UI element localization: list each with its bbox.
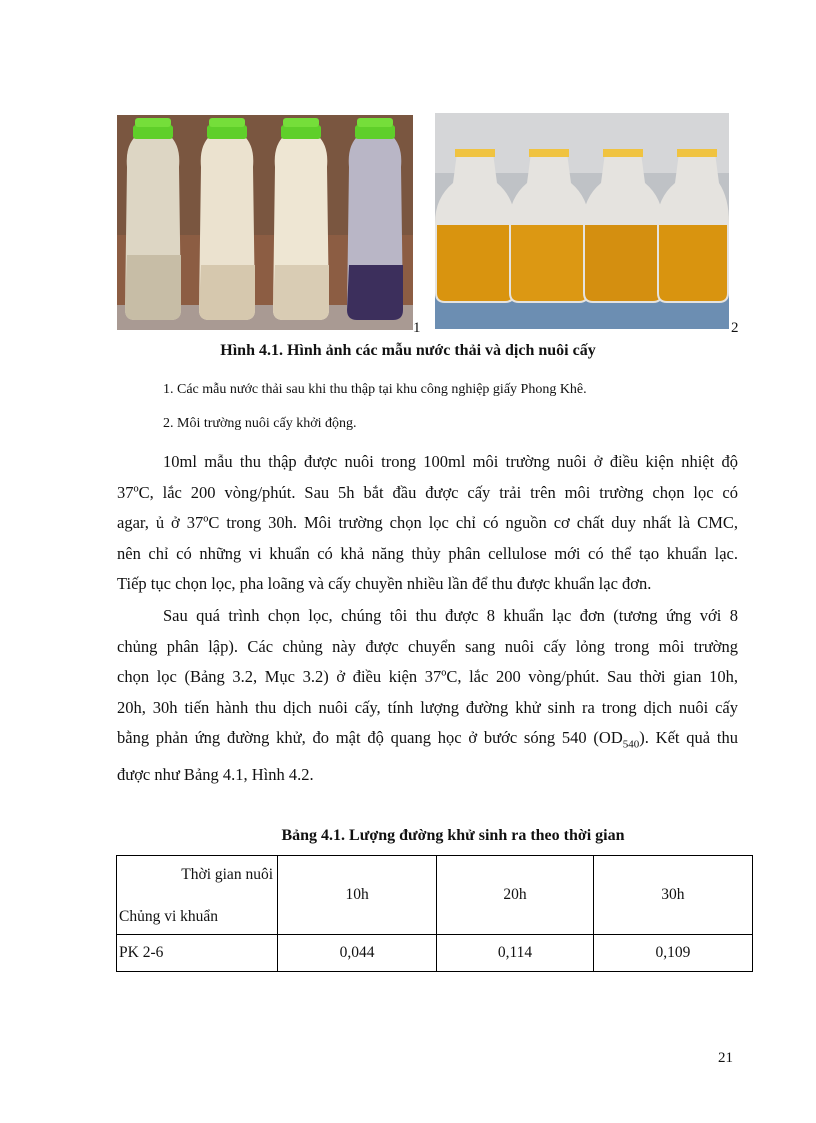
bottle-3: [273, 118, 329, 320]
culture-flasks-illustration: [435, 113, 729, 329]
table-corner-cell: [117, 856, 278, 935]
paragraph-1: [117, 447, 738, 600]
corner-label-strain: Chủng vi khuẩn: [119, 908, 219, 925]
paragraph-1-line-3: agar, ủ ở 37ºC trong 30h. Môi trường chọn lọc chỉ có nguồn cơ chất duy nhất là CMC,: [117, 513, 738, 532]
table-header-row: [117, 856, 753, 935]
value-cell-10h: 0,044: [278, 935, 437, 972]
paragraph-2-line-6: được như Bảng 4.1, Hình 4.2.: [117, 764, 314, 784]
page-number: 21: [718, 1050, 733, 1066]
value-cell-20h: 0,114: [437, 935, 594, 972]
paragraph-2-line-5-end: ). Kết quả thu: [639, 728, 738, 747]
column-header-10h: 10h: [278, 856, 437, 935]
figure-note-2: 2. Môi trường nuôi cấy khởi động.: [163, 416, 357, 431]
photo-1-number: 1: [413, 320, 421, 336]
paragraph-1-line-2: 37ºC, lắc 200 vòng/phút. Sau 5h bắt đầu được cấy trải trên môi trường chọn lọc có: [117, 482, 738, 502]
paragraph-1-line-4: nên chỉ có những vi khuẩn có khả năng thủy phân cellulose mới có thể tạo khuẩn lạc.: [117, 543, 738, 563]
wastewater-bottles-photo: [117, 115, 413, 330]
column-header-20h: 20h: [437, 856, 594, 935]
od-subscript: 540: [622, 738, 640, 751]
bottle-1: [125, 118, 181, 320]
bottle-2: [199, 118, 255, 320]
strain-cell: PK 2-6: [117, 935, 278, 972]
paragraph-2: [117, 601, 738, 790]
paragraph-2-line-2: chủng phân lập). Các chủng này được chuyển sang nuôi cấy lỏng trong môi trường: [117, 636, 738, 656]
column-header-30h: 30h: [593, 856, 752, 935]
culture-flasks-photo: [435, 113, 729, 329]
figure-note-1: 1. Các mẫu nước thải sau khi thu thập tại khu công nghiệp giấy Phong Khê.: [163, 382, 587, 397]
figure-caption: Hình 4.1. Hình ảnh các mẫu nước thải và dịch nuôi cấy: [220, 342, 596, 359]
paragraph-2-line-4: 20h, 30h tiến hành thu dịch nuôi cấy, tính lượng đường khử sinh ra trong dịch nuôi cấy: [117, 697, 738, 717]
table-title: Bảng 4.1. Lượng đường khử sinh ra theo thời gian: [281, 827, 625, 844]
photo-2-number: 2: [731, 320, 739, 336]
reducing-sugar-table: [116, 855, 753, 972]
table-row: [117, 935, 753, 972]
corner-label-time: Thời gian nuôi: [181, 866, 273, 883]
paragraph-2-line-5: [117, 723, 738, 760]
paragraph-1-line-1: 10ml mẫu thu thập được nuôi trong 100ml môi trường nuôi ở điều kiện nhiệt độ: [163, 452, 738, 471]
paragraph-1-line-5: Tiếp tục chọn lọc, pha loãng và cấy chuyền nhiều lần để thu được khuẩn lạc đơn.: [117, 574, 652, 593]
bottle-4: [347, 118, 403, 320]
paragraph-2-line-5-text: bằng phản ứng đường khử, đo mật độ quang học ở bước sóng 540 (OD: [117, 728, 623, 747]
paragraph-2-line-3: chọn lọc (Bảng 3.2, Mục 3.2) ở điều kiện 37ºC, lắc 200 vòng/phút. Sau thời gian 10h,: [117, 667, 738, 686]
value-cell-30h: 0,109: [593, 935, 752, 972]
wastewater-bottles-illustration: [117, 115, 413, 330]
paragraph-2-line-1: Sau quá trình chọn lọc, chúng tôi thu được 8 khuẩn lạc đơn (tương ứng với 8: [163, 606, 738, 625]
